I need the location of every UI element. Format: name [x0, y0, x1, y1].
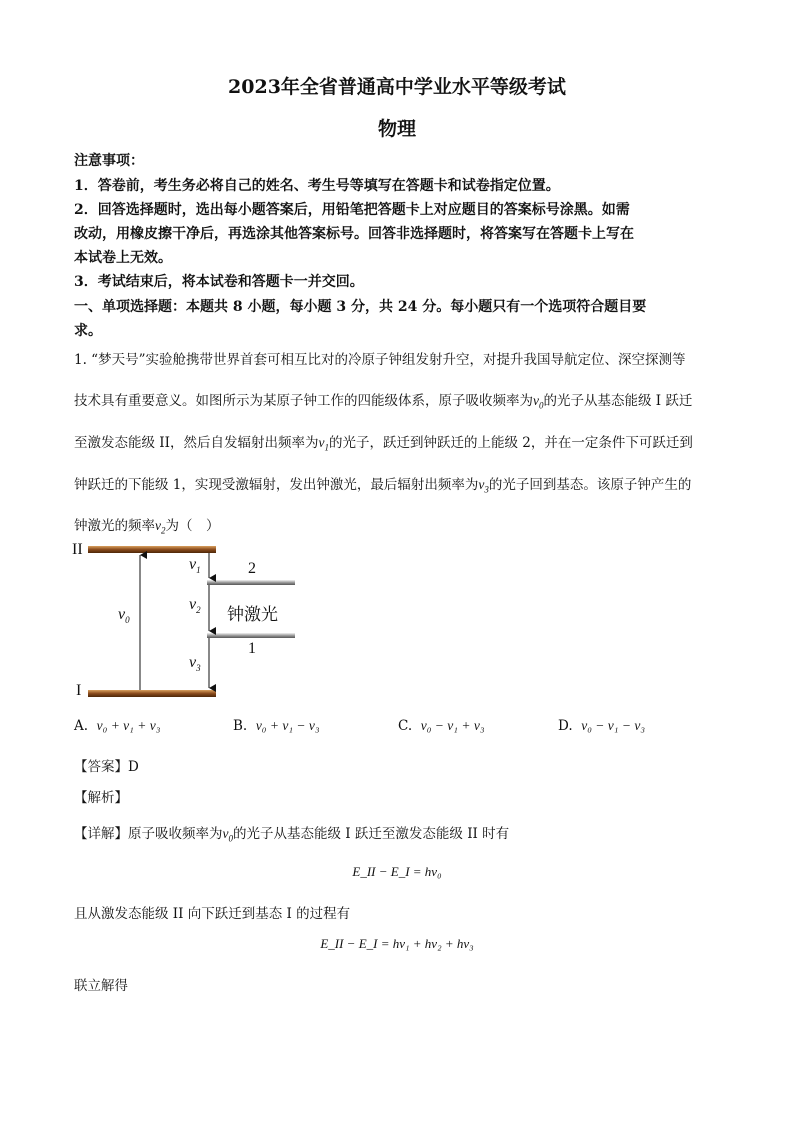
subject-title: 物理: [377, 118, 416, 140]
formula-1: E_II − E_I = hν₀: [352, 864, 442, 879]
question-line-2: 技术具有重要意义。如图所示为某原子钟工作的四能级体系，原子吸收频率为$\nu_0$的光子从基态能级 I 跃迁: [74, 393, 693, 411]
nu0-symbol: $\nu_0$: [533, 393, 544, 411]
level-II-bar: [88, 546, 216, 553]
detail-line-2: 且从激发态能级 II 向下跃迁到基态 I 的过程有: [74, 906, 351, 922]
question-line-4: 钟跃迁的下能级 1，实现受激辐射，发出钟激光，最后辐射出频率为$\nu_3$的光子回到基态。该原子钟产生的: [74, 477, 692, 495]
analysis-label: 【解析】: [74, 790, 128, 806]
nu2-symbol: $\nu_2$: [155, 518, 166, 536]
level-I-bar: [88, 690, 216, 697]
option-b: B. ν₀ + ν₁ − ν₃: [233, 718, 320, 734]
answer-line: 【答案】D: [74, 759, 139, 775]
diagram-nu2-label: $\nu_2$: [189, 596, 201, 616]
diagram-nu1-label: $\nu_1$: [189, 556, 201, 576]
nu1-symbol: $\nu_1$: [318, 435, 329, 453]
diagram-nu3-label: $\nu_3$: [189, 654, 201, 674]
option-d: D. ν₀ − ν₁ − ν₃: [558, 718, 646, 734]
option-a: A. ν₀ + ν₁ + ν₃: [74, 718, 161, 734]
exam-title: 2023年全省普通高中学业水平等级考试: [228, 76, 566, 98]
diagram-nu0-label: $\nu_0$: [118, 606, 130, 626]
detail-line-1: 【详解】原子吸收频率为$\nu_0$的光子从基态能级 I 跃迁至激发态能级 II 时有: [74, 826, 510, 844]
section-heading-line-2: 求。: [74, 323, 102, 339]
section-heading-line-1: 一、单项选择题：本题共 8 小题，每小题 3 分，共 24 分。每小题只有一个选项符合题目要: [74, 299, 647, 315]
question-line-3: 至激发态能级 II，然后自发辐射出频率为$\nu_1$的光子，跃迁到钟跃迁的上能级 2，并在一定条件下可跃迁到: [74, 435, 693, 453]
clock-laser-label: 钟激光: [227, 605, 278, 625]
detail-line-3: 联立解得: [74, 978, 128, 994]
question-line-5: 钟激光的频率$\nu_2$为（ ）: [74, 518, 220, 536]
note-3: 3．考试结束后，将本试卷和答题卡一并交回。: [74, 274, 364, 290]
question-line-1: 1. “梦天号”实验舱携带世界首套可相互比对的冷原子钟组发射升空，对提升我国导航定位、深空探测等: [74, 352, 686, 368]
level-1-bar: [207, 633, 295, 638]
notes-heading: 注意事项：: [74, 153, 144, 169]
note-2-line-3: 本试卷上无效。: [74, 250, 172, 266]
level-2-bar: [207, 580, 295, 585]
note-2-line-1: 2．回答选择题时，选出每小题答案后，用铅笔把答题卡上对应题目的答案标号涂黑。如需: [74, 202, 630, 218]
level-1-label: 1: [248, 640, 256, 657]
level-2-label: 2: [248, 560, 256, 577]
note-1: 1．答卷前，考生务必将自己的姓名、考生号等填写在答题卡和试卷指定位置。: [74, 178, 560, 194]
formula-2: E_II − E_I = hν₁ + hν₂ + hν₃: [320, 936, 474, 951]
nu3-symbol: $\nu_3$: [478, 477, 489, 495]
option-c: C. ν₀ − ν₁ + ν₃: [398, 718, 485, 734]
level-II-label: II: [72, 541, 83, 558]
level-I-label: I: [76, 682, 82, 699]
note-2-line-2: 改动，用橡皮擦干净后，再选涂其他答案标号。回答非选择题时，将答案写在答题卡上写在: [74, 226, 634, 242]
